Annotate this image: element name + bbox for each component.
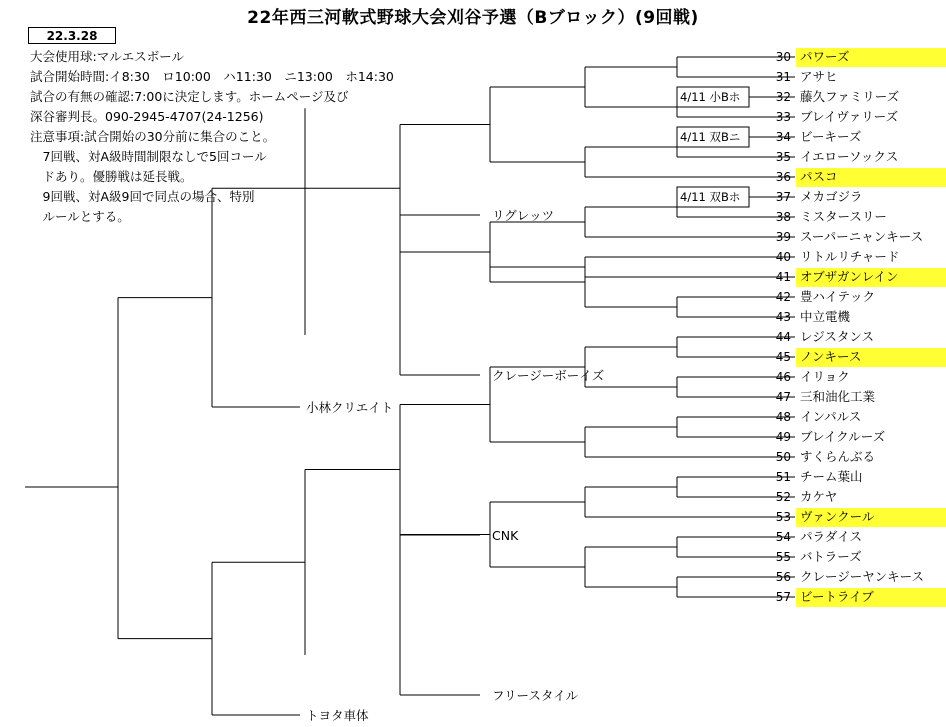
team-number: 45	[775, 350, 791, 364]
team-name: インパルス	[800, 409, 862, 424]
team-number: 48	[775, 410, 791, 424]
info-line-contact: 深谷審判長。090-2945-4707(24-1256)	[30, 109, 264, 124]
seed-team-name: トヨタ車体	[306, 708, 369, 723]
info-line-rule-4: ルールとする。	[30, 209, 130, 224]
team-name: 三和油化工業	[800, 389, 876, 404]
team-number: 30	[775, 50, 791, 64]
info-line-confirmation: 試合の有無の確認:7:00に決定します。ホームページ及び	[30, 89, 349, 104]
team-number: 39	[775, 230, 791, 244]
info-line-start-times: 試合開始時間:イ8:30 ロ10:00 ハ11:30 ニ13:00 ホ14:30	[30, 69, 394, 84]
team-name: バトラーズ	[800, 549, 862, 564]
info-line-notes: 注意事項:試合開始の30分前に集合のこと。	[30, 129, 276, 144]
team-name: メカゴジラ	[800, 189, 863, 204]
team-name: オブザガンレイン	[800, 269, 899, 284]
date-badge: 22.3.28	[28, 27, 116, 44]
info-line-rule-2: ドあり。優勝戦は延長戦。	[30, 169, 193, 184]
team-number: 53	[775, 510, 791, 524]
seed-team-name: リグレッツ	[492, 208, 555, 223]
team-number: 37	[775, 190, 791, 204]
team-name: ブレイクルーズ	[800, 429, 886, 444]
team-number: 55	[775, 550, 791, 564]
team-name: すくらんぶる	[800, 449, 876, 464]
seed-team-name: フリースタイル	[492, 688, 579, 703]
team-name: ビートライブ	[800, 589, 874, 604]
team-name: クレージーヤンキース	[800, 569, 925, 584]
team-number: 47	[775, 390, 791, 404]
seed-team-name: クレージーボーイズ	[492, 368, 605, 383]
team-name: ミスタースリー	[800, 209, 887, 224]
team-name: 中立電機	[800, 309, 851, 324]
team-number: 35	[775, 150, 791, 164]
info-line-ball: 大会使用球:マルエスボール	[30, 49, 184, 64]
team-name: イリョク	[800, 369, 850, 384]
match-schedule-label: 4/11 双Bホ	[680, 190, 741, 204]
seed-team-name: CNK	[492, 528, 519, 543]
team-name: リトルリチャード	[800, 249, 900, 264]
team-name: ヴァンクール	[800, 509, 875, 524]
team-name: 藤久ファミリーズ	[800, 89, 900, 104]
team-number: 50	[775, 450, 791, 464]
team-name: パワーズ	[800, 49, 850, 64]
match-schedule-label: 4/11 双Bニ	[680, 130, 741, 144]
team-number: 52	[775, 490, 791, 504]
team-number: 41	[775, 270, 791, 284]
team-number: 40	[775, 250, 791, 264]
team-number: 43	[775, 310, 791, 324]
team-name: チーム葉山	[800, 469, 863, 484]
team-number: 57	[775, 590, 791, 604]
seed-team-name: 小林クリエイト	[306, 400, 394, 415]
team-number: 31	[775, 70, 791, 84]
team-name: スーパーニャンキース	[800, 229, 924, 244]
team-name: イエローソックス	[800, 149, 899, 164]
team-number: 36	[775, 170, 791, 184]
team-name: アサヒ	[800, 69, 838, 84]
page-title: 22年西三河軟式野球大会刈谷予選（Bブロック）(9回戦)	[247, 8, 699, 28]
match-schedule-label: 4/11 小Bホ	[680, 90, 741, 104]
team-number: 38	[775, 210, 791, 224]
team-number: 46	[775, 370, 791, 384]
team-name: パラダイス	[800, 529, 863, 544]
team-name: レジスタンス	[800, 329, 874, 344]
team-name: 豊ハイテック	[800, 289, 876, 304]
team-name: ノンキース	[800, 349, 862, 364]
team-number: 33	[775, 110, 791, 124]
team-number: 49	[775, 430, 791, 444]
team-number: 32	[775, 90, 791, 104]
info-line-rule-3: 9回戦、対A級9回で同点の場合、特別	[30, 189, 255, 204]
team-number: 34	[775, 130, 791, 144]
team-name: ブレイヴァリーズ	[800, 109, 899, 124]
team-number: 56	[775, 570, 791, 584]
team-number: 51	[775, 470, 791, 484]
info-line-rule-1: 7回戦、対A級時間制限なしで5回コール	[30, 149, 267, 164]
team-number: 42	[775, 290, 791, 304]
team-number: 44	[775, 330, 791, 344]
team-name: ビーキーズ	[800, 129, 862, 144]
team-name: カケヤ	[800, 489, 838, 504]
team-number: 54	[775, 530, 791, 544]
team-name: パスコ	[800, 169, 838, 184]
